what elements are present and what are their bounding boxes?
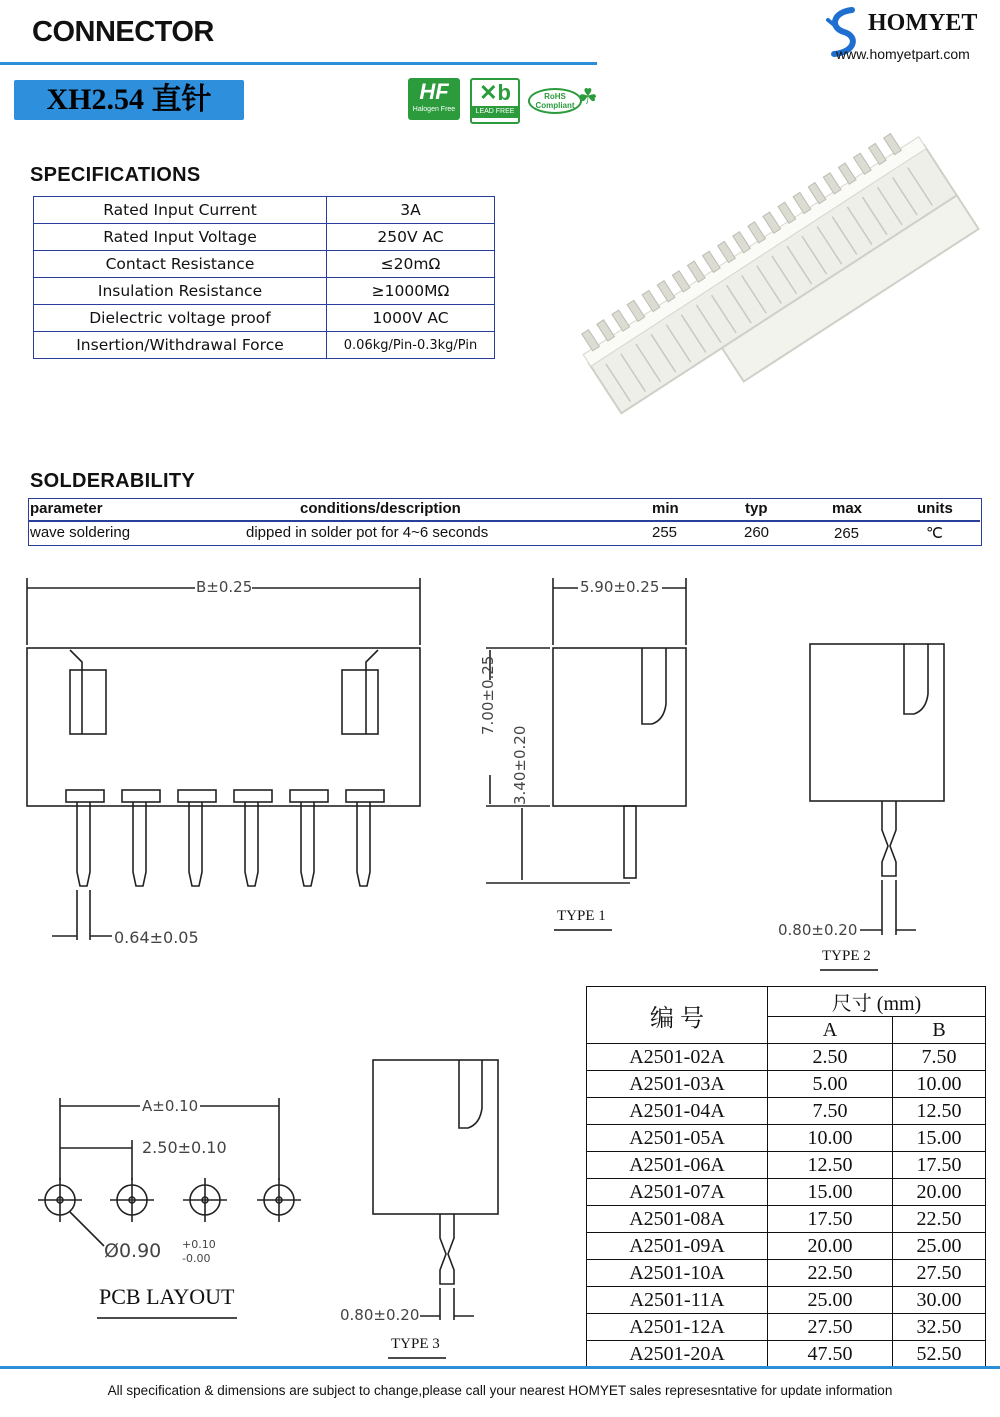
header-divider xyxy=(0,62,597,65)
spec-row xyxy=(34,224,495,251)
table-row xyxy=(587,1260,986,1287)
table-row xyxy=(587,1206,986,1233)
solder-header-conditions: conditions/description xyxy=(300,500,461,517)
table-row xyxy=(587,1071,986,1098)
solder-header-min: min xyxy=(652,500,679,517)
dim-a: 7.50 xyxy=(768,1098,893,1125)
dimension-table xyxy=(586,986,986,1368)
dim-code: A2501-04A xyxy=(587,1098,768,1125)
solder-conditions: dipped in solder pot for 4~6 seconds xyxy=(246,524,489,541)
dim-b: 22.50 xyxy=(893,1206,986,1233)
dim-code: A2501-05A xyxy=(587,1125,768,1152)
type1-label: TYPE 1 xyxy=(557,908,606,924)
type3-dim: 0.80±0.20 xyxy=(340,1306,420,1324)
halogen-free-badge xyxy=(408,78,460,120)
dim-a: 2.50 xyxy=(768,1044,893,1071)
spec-row xyxy=(34,251,495,278)
dim-code: A2501-11A xyxy=(587,1287,768,1314)
spec-value: ≤20mΩ xyxy=(327,251,495,278)
dim-code: A2501-03A xyxy=(587,1071,768,1098)
dim-height-total: 7.00±0.25 xyxy=(479,655,497,735)
dim-code: A2501-06A xyxy=(587,1152,768,1179)
dim-b: 25.00 xyxy=(893,1233,986,1260)
specifications-table xyxy=(33,196,495,359)
table-row xyxy=(587,1314,986,1341)
lead-free-badge xyxy=(470,78,520,124)
dim-a: 5.00 xyxy=(768,1071,893,1098)
dim-b: 15.00 xyxy=(893,1125,986,1152)
solder-header-typ: typ xyxy=(745,500,768,517)
dim-code: A2501-20A xyxy=(587,1341,768,1368)
table-row xyxy=(587,1287,986,1314)
spec-label: Rated Input Current xyxy=(34,197,327,224)
dim-a: 12.50 xyxy=(768,1152,893,1179)
solder-header-units: units xyxy=(917,500,953,517)
brand-name: HOMYET xyxy=(868,10,978,36)
pcb-hole-tol-minus: -0.00 xyxy=(182,1252,211,1265)
page-title: CONNECTOR xyxy=(32,16,214,48)
dim-col-size: 尺寸 (mm) xyxy=(768,987,986,1017)
table-row xyxy=(587,1044,986,1071)
solder-min: 255 xyxy=(652,524,678,541)
dim-code: A2501-09A xyxy=(587,1233,768,1260)
rohs-label: RoHS Compliant xyxy=(535,92,575,110)
dim-a: 10.00 xyxy=(768,1125,893,1152)
spec-row xyxy=(34,332,495,359)
spec-row xyxy=(34,278,495,305)
dim-b: 27.50 xyxy=(893,1260,986,1287)
dim-height-pin: 3.40±0.20 xyxy=(511,725,529,805)
table-row xyxy=(587,1179,986,1206)
spec-value: 250V AC xyxy=(327,224,495,251)
connector-product-photo xyxy=(540,110,1000,440)
solder-typ: 260 xyxy=(744,524,770,541)
dim-a: 15.00 xyxy=(768,1179,893,1206)
spec-row xyxy=(34,197,495,224)
spec-label: Rated Input Voltage xyxy=(34,224,327,251)
dim-a: 27.50 xyxy=(768,1314,893,1341)
table-row xyxy=(587,1125,986,1152)
solder-units: ℃ xyxy=(926,525,943,542)
dim-b: 7.50 xyxy=(893,1044,986,1071)
dim-b: 30.00 xyxy=(893,1287,986,1314)
lead-free-icon: ✕b xyxy=(479,80,511,105)
pcb-layout-label: PCB LAYOUT xyxy=(99,1284,235,1309)
solder-parameter: wave soldering xyxy=(30,524,131,541)
part-number-badge: XH2.54 直针 xyxy=(14,80,244,120)
dim-b: 32.50 xyxy=(893,1314,986,1341)
spec-row xyxy=(34,305,495,332)
dim-b: 52.50 xyxy=(893,1341,986,1368)
dim-code: A2501-07A xyxy=(587,1179,768,1206)
dim-side-width: 5.90±0.25 xyxy=(580,578,660,596)
solderability-divider xyxy=(28,520,980,522)
spec-label: Insertion/Withdrawal Force xyxy=(34,332,327,359)
lead-free-label: LEAD FREE xyxy=(472,106,518,118)
dim-code: A2501-08A xyxy=(587,1206,768,1233)
spec-value: ≥1000MΩ xyxy=(327,278,495,305)
dim-b: 20.00 xyxy=(893,1179,986,1206)
halogen-free-icon: HF xyxy=(419,79,449,104)
dim-col-code: 编 号 xyxy=(587,987,768,1044)
table-row xyxy=(587,1341,986,1368)
clover-icon: ☘ xyxy=(578,84,598,109)
brand-url: www.homyetpart.com xyxy=(836,46,970,62)
footer-divider xyxy=(0,1366,1000,1369)
dim-b: 10.00 xyxy=(893,1071,986,1098)
pcb-dim-pitch: 2.50±0.10 xyxy=(142,1138,227,1157)
dim-front-width: B±0.25 xyxy=(196,578,253,596)
table-row xyxy=(587,1098,986,1125)
dim-b: 12.50 xyxy=(893,1098,986,1125)
dim-a: 20.00 xyxy=(768,1233,893,1260)
pcb-hole-tol-plus: +0.10 xyxy=(182,1238,216,1251)
table-row xyxy=(587,1152,986,1179)
type3-label: TYPE 3 xyxy=(391,1336,440,1352)
type2-dim: 0.80±0.20 xyxy=(778,921,858,939)
dim-code: A2501-12A xyxy=(587,1314,768,1341)
footer-disclaimer: All specification & dimensions are subject to change,please call your nearest HOMYET sales represesntative for update information xyxy=(107,1383,893,1398)
solder-max: 265 xyxy=(834,525,860,542)
dim-a: 22.50 xyxy=(768,1260,893,1287)
solder-header-parameter: parameter xyxy=(30,500,103,517)
specifications-title: SPECIFICATIONS xyxy=(30,164,201,186)
type2-label: TYPE 2 xyxy=(822,948,871,964)
solderability-title: SOLDERABILITY xyxy=(30,470,196,492)
spec-label: Dielectric voltage proof xyxy=(34,305,327,332)
solder-header-max: max xyxy=(832,500,863,517)
dim-col-b: B xyxy=(893,1017,986,1044)
spec-label: Contact Resistance xyxy=(34,251,327,278)
pcb-dim-a: A±0.10 xyxy=(142,1097,199,1115)
spec-value: 0.06kg/Pin-0.3kg/Pin xyxy=(327,332,495,359)
dim-pin-width: 0.64±0.05 xyxy=(114,928,199,947)
spec-value: 3A xyxy=(327,197,495,224)
dim-code: A2501-02A xyxy=(587,1044,768,1071)
table-row xyxy=(587,1233,986,1260)
dim-a: 47.50 xyxy=(768,1341,893,1368)
spec-value: 1000V AC xyxy=(327,305,495,332)
dim-col-a: A xyxy=(768,1017,893,1044)
pcb-hole-dim: Ø0.90 xyxy=(104,1240,162,1262)
dim-a: 25.00 xyxy=(768,1287,893,1314)
spec-label: Insulation Resistance xyxy=(34,278,327,305)
dim-b: 17.50 xyxy=(893,1152,986,1179)
dim-code: A2501-10A xyxy=(587,1260,768,1287)
dim-a: 17.50 xyxy=(768,1206,893,1233)
halogen-free-label: Halogen Free xyxy=(412,106,456,113)
